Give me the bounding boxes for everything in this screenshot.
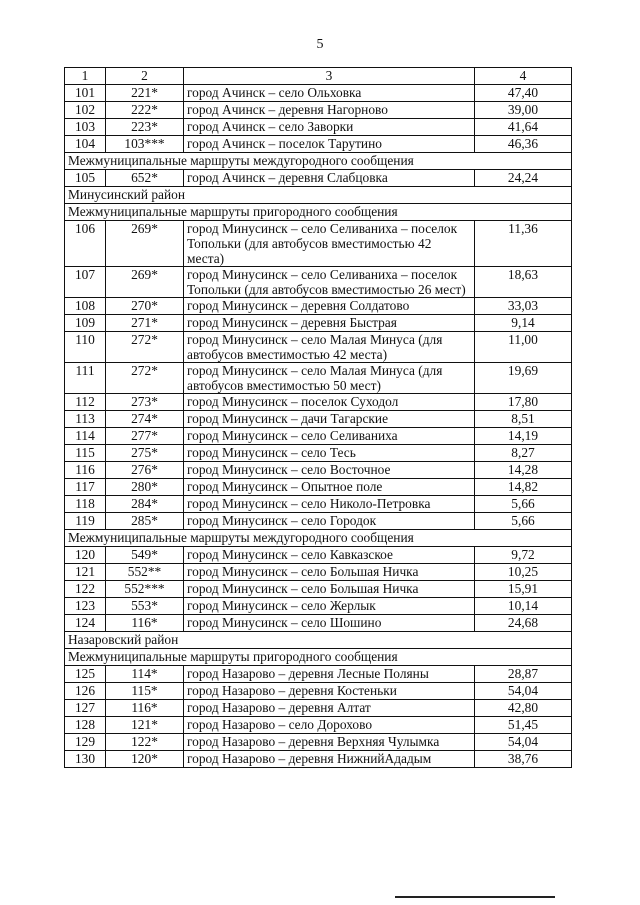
table-row <box>65 315 572 332</box>
route-distance: 24,24 <box>475 170 572 187</box>
table-row <box>65 462 572 479</box>
row-number: 116 <box>65 462 106 479</box>
table-row <box>65 136 572 153</box>
table-row <box>65 170 572 187</box>
route-distance: 14,19 <box>475 428 572 445</box>
table-row <box>65 221 572 267</box>
section-heading-row <box>65 187 572 204</box>
route-name: город Ачинск – деревня Нагорново <box>184 102 475 119</box>
route-name: город Минусинск – село Тесь <box>184 445 475 462</box>
route-code: 549* <box>106 547 184 564</box>
route-code: 276* <box>106 462 184 479</box>
route-code: 271* <box>106 315 184 332</box>
route-name: город Минусинск – село Николо-Петровка <box>184 496 475 513</box>
route-code: 272* <box>106 363 184 394</box>
route-name: город Ачинск – деревня Слабцовка <box>184 170 475 187</box>
route-name: город Минусинск – село Городок <box>184 513 475 530</box>
page-number: 5 <box>316 37 324 52</box>
route-distance: 18,63 <box>475 267 572 298</box>
page-bottom-line <box>395 896 555 898</box>
route-distance: 5,66 <box>475 496 572 513</box>
route-distance: 5,66 <box>475 513 572 530</box>
route-name: город Минусинск – село Селиваниха – поселок Топольки (для автобусов вместимостью 26 мест) <box>184 267 475 298</box>
table-row <box>65 547 572 564</box>
table-row <box>65 363 572 394</box>
route-distance: 10,14 <box>475 598 572 615</box>
table-row <box>65 751 572 768</box>
table-row <box>65 564 572 581</box>
route-name: город Назарово – деревня Алтат <box>184 700 475 717</box>
table-row <box>65 683 572 700</box>
section-heading: Межмуниципальные маршруты междугородного сообщения <box>65 530 572 547</box>
route-code: 275* <box>106 445 184 462</box>
section-heading: Межмуниципальные маршруты пригородного сообщения <box>65 204 572 221</box>
table-row <box>65 298 572 315</box>
row-number: 102 <box>65 102 106 119</box>
row-number: 127 <box>65 700 106 717</box>
route-distance: 9,14 <box>475 315 572 332</box>
route-distance: 42,80 <box>475 700 572 717</box>
table-row <box>65 734 572 751</box>
table-row <box>65 332 572 363</box>
route-name: город Минусинск – дачи Тагарские <box>184 411 475 428</box>
route-code: 221* <box>106 85 184 102</box>
row-number: 109 <box>65 315 106 332</box>
table-row <box>65 717 572 734</box>
route-code: 116* <box>106 615 184 632</box>
table-row <box>65 394 572 411</box>
route-distance: 33,03 <box>475 298 572 315</box>
row-number: 121 <box>65 564 106 581</box>
row-number: 129 <box>65 734 106 751</box>
row-number: 122 <box>65 581 106 598</box>
route-distance: 8,51 <box>475 411 572 428</box>
route-code: 222* <box>106 102 184 119</box>
route-distance: 41,64 <box>475 119 572 136</box>
table-row <box>65 119 572 136</box>
table-row <box>65 445 572 462</box>
route-code: 277* <box>106 428 184 445</box>
row-number: 130 <box>65 751 106 768</box>
route-name: город Минусинск – село Малая Минуса (для автобусов вместимостью 50 мест) <box>184 363 475 394</box>
route-distance: 15,91 <box>475 581 572 598</box>
row-number: 114 <box>65 428 106 445</box>
route-code: 652* <box>106 170 184 187</box>
route-name: город Минусинск – Опытное поле <box>184 479 475 496</box>
row-number: 105 <box>65 170 106 187</box>
route-name: город Минусинск – село Большая Ничка <box>184 564 475 581</box>
row-number: 120 <box>65 547 106 564</box>
table-row <box>65 598 572 615</box>
section-heading: Минусинский район <box>65 187 572 204</box>
table-row <box>65 85 572 102</box>
route-code: 273* <box>106 394 184 411</box>
row-number: 115 <box>65 445 106 462</box>
route-name: город Назарово – деревня Верхняя Чулымка <box>184 734 475 751</box>
row-number: 128 <box>65 717 106 734</box>
route-code: 116* <box>106 700 184 717</box>
route-code: 270* <box>106 298 184 315</box>
route-distance: 46,36 <box>475 136 572 153</box>
route-distance: 11,36 <box>475 221 572 267</box>
route-code: 274* <box>106 411 184 428</box>
section-heading: Назаровский район <box>65 632 572 649</box>
route-distance: 28,87 <box>475 666 572 683</box>
table-row <box>65 428 572 445</box>
route-name: город Назарово – село Дорохово <box>184 717 475 734</box>
header-col-3: 3 <box>184 68 475 85</box>
table-row <box>65 615 572 632</box>
route-name: город Назарово – деревня НижнийАдадым <box>184 751 475 768</box>
route-name: город Минусинск – поселок Суходол <box>184 394 475 411</box>
route-name: город Назарово – деревня Костеньки <box>184 683 475 700</box>
table-row <box>65 581 572 598</box>
route-code: 272* <box>106 332 184 363</box>
route-distance: 51,45 <box>475 717 572 734</box>
section-heading-row <box>65 204 572 221</box>
row-number: 112 <box>65 394 106 411</box>
table-row <box>65 102 572 119</box>
route-name: город Минусинск – село Шошино <box>184 615 475 632</box>
table-row <box>65 666 572 683</box>
table-row <box>65 496 572 513</box>
row-number: 107 <box>65 267 106 298</box>
route-code: 285* <box>106 513 184 530</box>
route-code: 269* <box>106 267 184 298</box>
row-number: 117 <box>65 479 106 496</box>
table-row <box>65 513 572 530</box>
section-heading-row <box>65 632 572 649</box>
route-name: город Минусинск – село Малая Минуса (для автобусов вместимостью 42 места) <box>184 332 475 363</box>
header-col-4: 4 <box>475 68 572 85</box>
route-name: город Минусинск – село Селиваниха <box>184 428 475 445</box>
row-number: 123 <box>65 598 106 615</box>
row-number: 113 <box>65 411 106 428</box>
route-name: город Минусинск – село Восточное <box>184 462 475 479</box>
route-distance: 24,68 <box>475 615 572 632</box>
row-number: 118 <box>65 496 106 513</box>
route-name: город Назарово – деревня Лесные Поляны <box>184 666 475 683</box>
routes-table <box>64 67 572 768</box>
table-row <box>65 267 572 298</box>
row-number: 104 <box>65 136 106 153</box>
route-distance: 11,00 <box>475 332 572 363</box>
route-code: 280* <box>106 479 184 496</box>
route-name: город Ачинск – поселок Тарутино <box>184 136 475 153</box>
row-number: 108 <box>65 298 106 315</box>
header-col-2: 2 <box>106 68 184 85</box>
route-name: город Ачинск – село Заворки <box>184 119 475 136</box>
route-code: 553* <box>106 598 184 615</box>
row-number: 103 <box>65 119 106 136</box>
section-heading: Межмуниципальные маршруты пригородного сообщения <box>65 649 572 666</box>
route-distance: 9,72 <box>475 547 572 564</box>
route-code: 269* <box>106 221 184 267</box>
row-number: 124 <box>65 615 106 632</box>
route-distance: 47,40 <box>475 85 572 102</box>
route-distance: 54,04 <box>475 734 572 751</box>
section-heading-row <box>65 153 572 170</box>
route-distance: 14,82 <box>475 479 572 496</box>
route-name: город Минусинск – село Кавказское <box>184 547 475 564</box>
route-code: 223* <box>106 119 184 136</box>
route-name: город Минусинск – село Большая Ничка <box>184 581 475 598</box>
route-name: город Минусинск – село Жерлык <box>184 598 475 615</box>
row-number: 125 <box>65 666 106 683</box>
route-distance: 8,27 <box>475 445 572 462</box>
route-code: 284* <box>106 496 184 513</box>
route-distance: 39,00 <box>475 102 572 119</box>
section-heading-row <box>65 530 572 547</box>
route-code: 103*** <box>106 136 184 153</box>
header-col-1: 1 <box>65 68 106 85</box>
table-row <box>65 700 572 717</box>
table-row <box>65 411 572 428</box>
route-name: город Минусинск – деревня Солдатово <box>184 298 475 315</box>
route-distance: 38,76 <box>475 751 572 768</box>
route-name: город Ачинск – село Ольховка <box>184 85 475 102</box>
row-number: 111 <box>65 363 106 394</box>
route-code: 120* <box>106 751 184 768</box>
route-distance: 10,25 <box>475 564 572 581</box>
route-code: 552*** <box>106 581 184 598</box>
row-number: 126 <box>65 683 106 700</box>
section-heading-row <box>65 649 572 666</box>
routes-table-body <box>65 68 572 768</box>
row-number: 110 <box>65 332 106 363</box>
table-row <box>65 479 572 496</box>
route-distance: 14,28 <box>475 462 572 479</box>
route-distance: 54,04 <box>475 683 572 700</box>
section-heading: Межмуниципальные маршруты междугородного сообщения <box>65 153 572 170</box>
route-distance: 19,69 <box>475 363 572 394</box>
row-number: 106 <box>65 221 106 267</box>
route-code: 122* <box>106 734 184 751</box>
row-number: 119 <box>65 513 106 530</box>
route-code: 115* <box>106 683 184 700</box>
row-number: 101 <box>65 85 106 102</box>
route-distance: 17,80 <box>475 394 572 411</box>
route-code: 114* <box>106 666 184 683</box>
route-name: город Минусинск – село Селиваниха – поселок Топольки (для автобусов вместимостью 42 места) <box>184 221 475 267</box>
table-header-row <box>65 68 572 85</box>
route-code: 552** <box>106 564 184 581</box>
route-name: город Минусинск – деревня Быстрая <box>184 315 475 332</box>
route-code: 121* <box>106 717 184 734</box>
